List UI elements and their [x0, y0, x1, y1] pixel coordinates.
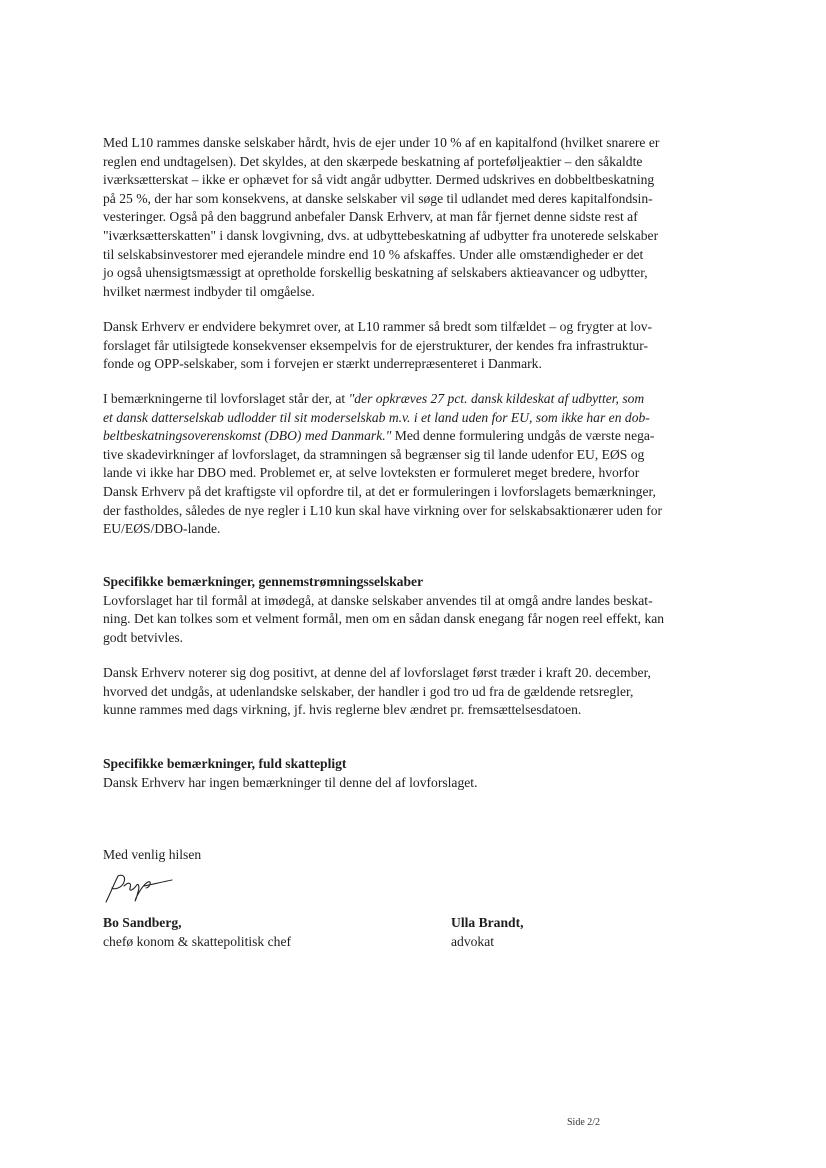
text-line: jo også uhensigtsmæssigt at opretholde forskellig beskatning af selskabers aktieavancer og udbytter, — [103, 265, 648, 281]
handwritten-signature — [100, 868, 180, 908]
paragraph-bemaerkninger-kildeskat — [103, 390, 719, 539]
signer-name: Bo Sandberg, — [103, 915, 182, 930]
text-line: iværksætterskat – ikke er ophævet for så vidt angår udbytter. Dermed udskrives en dobbeltbeskatning — [103, 172, 655, 188]
text-line: Dansk Erhverv på det kraftigste vil opfordre til, at det er formuleringen i lovforslagets bemærkninger, — [103, 483, 656, 499]
signer-bo-sandberg — [103, 914, 291, 951]
text-line: lande vi ikke har DBO med. Problemet er, at selve lovteksten er formuleret meget bredere, hvorfor — [103, 465, 640, 481]
paragraph-l10-kapitalfond — [103, 134, 719, 301]
closing-greeting — [103, 846, 719, 865]
text-fragment: Med denne formulering undgås de værste nega- — [391, 428, 655, 444]
section-fuld-skattepligt — [103, 755, 719, 792]
text-line: fonde og OPP-selskaber, som i forvejen er stærkt underrepræsenteret i Danmark. — [103, 356, 542, 372]
text-line: forslaget får utilsigtede konsekvenser eksempelvis for de ejerstrukturer, der kendes fra infrastruktur- — [103, 337, 648, 353]
text-line: Dansk Erhverv er endvidere bekymret over, at L10 rammer så bredt som tilfældet – og frygter at lov- — [103, 319, 653, 334]
greeting-text: Med venlig hilsen — [103, 847, 202, 862]
signer-ulla-brandt — [451, 914, 524, 951]
text-line: tive skadevirkninger af lovforslaget, da stramningen så begrænser sig til lande udenfor EU, EØS og — [103, 446, 645, 462]
signer-title: advokat — [451, 933, 495, 949]
quoted-text: et dansk datterselskab udlodder til sit moderselskab m.v. i et land uden for EU, som ikke har en dob- — [103, 409, 650, 425]
text-line — [103, 409, 719, 428]
text-line — [103, 427, 719, 446]
text-fragment: I bemærkningerne til lovforslaget står der, at — [103, 391, 349, 406]
section-heading: Specifikke bemærkninger, fuld skattepligt — [103, 756, 347, 771]
quoted-text: beltbeskatningsoverenskomst (DBO) med Danmark." — [103, 428, 392, 444]
text-line — [103, 390, 719, 409]
text-line: reglen end undtagelsen). Det skyldes, at den skærpede beskatning af porteføljeaktier – den såkaldte — [103, 153, 643, 169]
text-line: Dansk Erhverv har ingen bemærkninger til denne del af lovforslaget. — [103, 774, 478, 790]
text-line: hvorved det undgås, at udenlandske selskaber, der handler i god tro ud fra de gældende retsregler, — [103, 683, 634, 699]
text-line: på 25 %, der har som konsekvens, at danske selskaber vil søge til udlandet med deres kapitalfondsin- — [103, 190, 653, 206]
text-line: hvilket nærmest indbyder til omgåelse. — [103, 283, 315, 299]
page-number: Side 2/2 — [567, 1117, 601, 1128]
text-line: Dansk Erhverv noterer sig dog positivt, at denne del af lovforslaget først træder i kraft 20. december, — [103, 665, 651, 680]
text-line: ning. Det kan tolkes som et velment formål, men om en sådan dansk enegang får nogen reel effekt, kan — [103, 611, 665, 627]
text-line: vesteringer. Også på den baggrund anbefaler Dansk Erhverv, at man får fjernet denne sidste rest af — [103, 209, 638, 225]
text-line: kunne rammes med dags virkning, jf. hvis reglerne blev ændret pr. fremsættelsesdatoen. — [103, 702, 582, 718]
text-line: EU/EØS/DBO-lande. — [103, 521, 221, 537]
section-gennemstroemningsselskaber — [103, 573, 719, 647]
text-line: godt betvivles. — [103, 629, 184, 645]
paragraph-ikrafttraeden — [103, 664, 719, 720]
signer-name: Ulla Brandt, — [451, 915, 524, 930]
section-heading: Specifikke bemærkninger, gennemstrømningsselskaber — [103, 574, 424, 589]
text-line: Med L10 rammes danske selskaber hårdt, hvis de ejer under 10 % af en kapitalfond (hvilket snarere er — [103, 135, 660, 150]
text-line: "iværksætterskatten" i dansk lovgivning, dvs. at udbyttebeskatning af udbytter fra unoterede selskaber — [103, 227, 659, 243]
text-line: der fastholdes, således de nye regler i L10 kun skal have virkning over for selskabsaktionærer uden for — [103, 502, 663, 518]
quoted-text: "der opkræves 27 pct. dansk kildeskat af udbytter, som — [348, 391, 645, 406]
paragraph-bekymring — [103, 318, 719, 374]
signer-title: chefø konom & skattepolitisk chef — [103, 933, 292, 949]
text-line: Lovforslaget har til formål at imødegå, at danske selskaber anvendes til at omgå andre landes beskat- — [103, 592, 653, 608]
text-line: til selskabsinvestorer med ejerandele mindre end 10 % afskaffes. Under alle omstændigheder er det — [103, 246, 644, 262]
